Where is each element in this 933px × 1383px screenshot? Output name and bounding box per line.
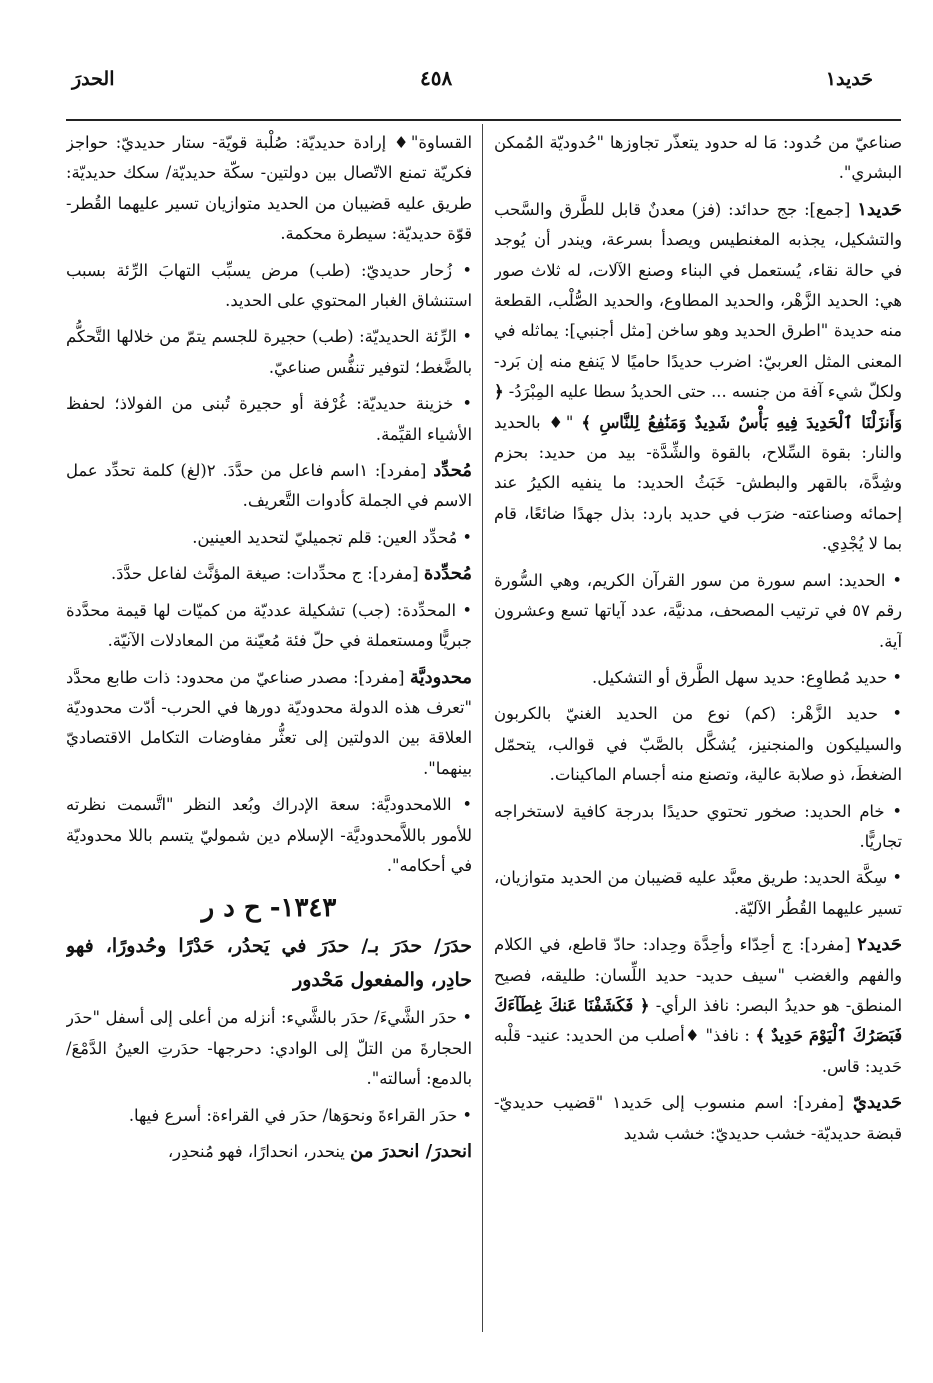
headword: مُحدِّد xyxy=(433,460,472,482)
headword: حَديد١ xyxy=(857,198,902,220)
sub-entry: • الحديد: اسم سورة من سور القرآن الكريم، وهي السُّورة رقم ٥٧ في ترتيب المصحف، مدنيَّة، عدد آياتها تسع وعشرون آية. xyxy=(494,570,902,651)
header-left-word: الحدرَ xyxy=(72,68,115,90)
entry-hadid-1 xyxy=(494,195,902,560)
entry-muhaddid xyxy=(66,456,472,517)
definition: [جمع]: جج حدائد: (فز) معدنٌ قابل للطَّرق والسَّحب والتشكيل، يجذبه المغنطيس ويصدأ بسرعة، ويندر أن يُوجد في حالة نقاء، يُستعمل في البناء وصنع الآلات، له ثلاث صور هي: الحديد الزَّهْر، والحديد المطاوع، والحديد الصُّلْب، القطعة منه حديدة "اطرق الحديد وهو ساخن [مثل أجنبي]: يماثله في المعنى المثل العربيّ: اضرب حديدًا حاميًا لا يَنفع منه إن بَرد- ولكلّ شيء آفة من جنسه ... حتى الحديدُ سطا عليه المِبْرَدُ- xyxy=(494,199,902,402)
definition: ينحدر، انحدارًا، فهو مُنحدِر، xyxy=(167,1141,345,1161)
sub-entry: • حديد مُطاوِع: حديد سهل الطَّرق أو التشكيل. xyxy=(592,667,902,687)
entry-inhadara xyxy=(66,1137,472,1167)
entry-paragraph: صناعيّ من حُدود: مَا له حدود يتعذّر تجاوزها "حُدوديّة المُمكن البشري". xyxy=(494,133,902,183)
entry-muhaddida xyxy=(66,559,472,589)
sub-entry: • حدَر القراءةَ ونحوَها/ حدَر في القراءة: أسرع فيها. xyxy=(128,1105,472,1125)
definition-tail: "♦ بالحديد والنار: بقوة السِّلاح، بالقوة والشِّدَّة- بيد من حديد: بحزم وشِدَّة، بالقهر والبطش- خَبَثُ الحديد: ما ينفيه الكيرُ عند إحمائه وصناعته- ضرَب في حديد بارد: بذل جهدًا ضائعًا، قام بما لا يُجْدِي. xyxy=(494,412,902,554)
right-column xyxy=(494,128,902,1334)
sub-entry: • زُحار حديديّ: (طب) مرض يسبِّب التهابَ الرِّئة بسبب استنشاق الغبار المحتوي على الحديد. xyxy=(66,260,472,311)
sub-entry: • الرِّئة الحديديّة: (طب) حجيرة للجسم يتمّ من خلالها التَّحكُّم بالضَّغط؛ لتوفير تنفُّس صناعيّ. xyxy=(66,327,472,377)
sub-entry: • حدَر الشَّيءَ/ حدَر بالشَّيء: أنزله من أعلى إلى أسفل "حدَر الحجارةَ من التلّ إلى الوادي: دحرجها- حدَرتِ العينُ الدَّمْعَ/ بالدمع: أسالته". xyxy=(66,1008,472,1089)
sub-entry: • اللامحدوديَّة: سعة الإدراك وبُعد النظر "اتَّسمت نظرته للأمور باللاَّمحدوديَّة- الإسلام دين شموليّ يتسم باللا محدوديّة في أحكامه". xyxy=(66,795,472,875)
quran-verse: ﴿ وَأَنزَلْنَا ٱلْحَدِيدَ فِيهِ بَأْسٌ شَدِيدٌ وَمَنَٰفِعُ لِلنَّاسِ ﴾ xyxy=(494,382,902,432)
entry-hadidi xyxy=(494,1088,902,1149)
definition: [مفرد]: اسم منسوب إلى حَديد١ "قضيب حديديّ- قبضة حديديّة- خشب حديديّ: خشب شديد xyxy=(494,1093,902,1143)
header-rule xyxy=(66,119,901,121)
sub-entry: • حديد الزَّهْر: (كم) نوع من الحديد الغنيّ بالكربون والسيليكون والمنجنيز، يُشكَّل بالصَّبّ في قوالب، يتحمّل الضغطَ، ذو صلابة عالية، وتصنع منه أجسام الماكينات. xyxy=(494,704,902,785)
headword: انحدرَ/ انحدرَ من xyxy=(350,1140,472,1162)
sub-entry: • مُحدِّد العين: قلم تجميليّ لتحديد العينين. xyxy=(192,527,472,547)
headword: مُحدِّدة xyxy=(423,563,472,585)
entry-paragraph: القساوة"♦ إرادة حديديّة: صُلْبة قويّة- ستار حديديّ: حواجز فكريّة تمنع الاتّصال بين دولتين- سكّة حديديّة/ سكك حديديّة: طريق عليه قضيبان من الحديد متوازيان تسير عليهما القُطر- قوّة حديديّة: سيطرة محكمة. xyxy=(66,133,472,244)
left-column xyxy=(66,128,472,1334)
headword: محدوديَّة xyxy=(409,666,472,688)
headword: حَديديّ xyxy=(852,1092,902,1114)
definition: [مفرد]: ج محدِّدات: صيغة المؤنَّث لفاعل حدَّدَ. xyxy=(110,564,419,584)
entry-hadid-2 xyxy=(494,930,902,1082)
definition: [مفرد]: مصدر صناعيّ من محدود: ذات طابع محدَّد "تعرف هذه الدولة محدوديّة دورها في الحرب- أدّت محدوديّة العلاقة بين الدولتين إلى تعثُّر مفاوضات التكامل الاقتصاديّ بينهما". xyxy=(66,667,472,778)
verb-heading: حدَرَ/ حدَرَ بـ/ حدَرَ في يَحدُر، حَدْرًا وحُدورًا، فهو حادِر، والمفعول مَحْدور xyxy=(66,935,472,992)
sub-entry: • سِكَّة الحديد: طريق معبَّد عليه قضيبان من الحديد متوازيان، تسير عليهما القُطُر الآليّة. xyxy=(494,868,902,918)
sub-entry: • خام الحديد: صخور تحتوي حديدًا بدرجة كافية لاستخراجه تجاريًّا. xyxy=(494,801,902,851)
definition: [مفرد]: ج أحِدّاء وأحِدَّة وحِداد: حادّ قاطع، في الكلام والفهم والغضب "سيف حديد- حديد اللِّسان: طليقه، فصيح المنطق- هو حديدُ البصر: نافذ الرأي- xyxy=(494,935,902,1015)
sub-entry: • المحدِّدة: (جب) تشكيلة عدديّة من كميّات لها قيمة محدَّدة جبريًّا ومستعملة في حلّ فئة مُعيّنة من المعادلات الآنيّة. xyxy=(66,600,472,651)
headword: حَديد٢ xyxy=(857,934,902,956)
header-right-word: حَديد١ xyxy=(825,68,873,90)
entry-mahdudiyya xyxy=(66,663,472,785)
definition: [مفرد]: ١اسم فاعل من حدَّدَ. ٢(لغ) كلمة تحدِّد عمل الاسم في الجملة كأدوات التَّعريف. xyxy=(66,461,472,511)
quran-verse: ﴿ فَكَشَفْنَا عَنكَ غِطَآءَكَ فَبَصَرُكَ ٱلْيَوْمَ حَدِيدٌ ﴾ xyxy=(494,995,902,1046)
root-heading: ١٣٤٣- ح د ر xyxy=(201,893,337,924)
definition-tail: : نافذ" ♦أصلب من الحديد: عنيد- قلْبه حَديد: قاس. xyxy=(494,1026,902,1076)
page-number: ٤٥٨ xyxy=(420,66,453,90)
sub-entry: • خزينة حديديّة: غُرْفة أو حجيرة تُبنى من الفولاذ؛ لحفظ الأشياء القيِّمة. xyxy=(66,394,472,444)
column-divider xyxy=(482,124,483,1332)
